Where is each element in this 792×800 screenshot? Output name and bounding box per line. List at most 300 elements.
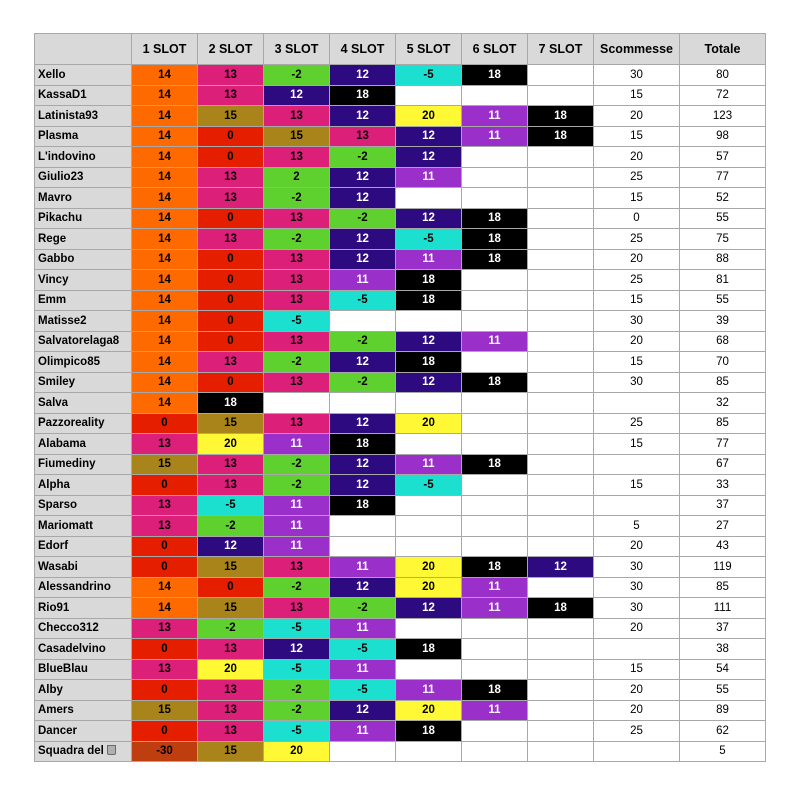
table-row [35,680,766,701]
slot-2-score: -2 [198,618,264,639]
table-row [35,434,766,455]
header-scommesse: Scommesse [594,34,680,65]
slot-1-score: 14 [132,65,198,86]
slot-4-score: 11 [330,618,396,639]
player-name-text: Sparso [38,499,77,512]
slot-7-empty [528,680,594,701]
slot-4-empty [330,311,396,332]
player-name-text: Salvatorelaga8 [38,335,120,348]
header-slot-7: 7 SLOT [528,34,594,65]
scommesse-value: 20 [594,618,680,639]
table-body [35,65,766,762]
player-name [35,208,132,229]
slot-5-score: 12 [396,208,462,229]
slot-7-empty [528,516,594,537]
slot-7-empty [528,85,594,106]
slot-6-empty [462,147,528,168]
player-name [35,516,132,537]
player-name [35,495,132,516]
totale-value: 55 [680,680,766,701]
player-name-text: Amers [38,704,74,717]
totale-value: 85 [680,372,766,393]
table-row [35,147,766,168]
slot-1-score: 14 [132,167,198,188]
slot-2-score: 20 [198,659,264,680]
table-row [35,290,766,311]
slot-3-score: 2 [264,167,330,188]
table-row [35,106,766,127]
slot-7-empty [528,393,594,414]
totale-value: 37 [680,618,766,639]
scommesse-value: 20 [594,147,680,168]
slot-1-score: 13 [132,434,198,455]
totale-value: 39 [680,311,766,332]
slot-1-score: 15 [132,454,198,475]
slot-5-score: 11 [396,249,462,270]
slot-2-score: 13 [198,475,264,496]
slot-7-empty [528,249,594,270]
scommesse-value: 30 [594,311,680,332]
scommesse-value: 30 [594,557,680,578]
slot-4-score: 18 [330,434,396,455]
table-row [35,65,766,86]
slot-1-score: 13 [132,659,198,680]
table-row [35,741,766,762]
slot-7-empty [528,372,594,393]
player-name-text: Smiley [38,376,76,389]
slot-1-score: 0 [132,639,198,660]
slot-5-empty [396,434,462,455]
table-row [35,208,766,229]
scommesse-value [594,393,680,414]
player-name-text: Vincy [38,273,69,286]
slot-7-score: 18 [528,106,594,127]
player-name [35,741,132,762]
totale-value: 33 [680,475,766,496]
totale-value: 55 [680,208,766,229]
slot-7-empty [528,639,594,660]
slot-2-score: 0 [198,290,264,311]
player-name-text: Giulio23 [38,171,84,184]
player-name-text: Mariomatt [38,519,93,532]
slot-3-score: 13 [264,208,330,229]
totale-value: 85 [680,413,766,434]
slot-1-score: 14 [132,352,198,373]
player-name [35,372,132,393]
slot-1-score: 14 [132,331,198,352]
slot-3-score: 13 [264,147,330,168]
player-name [35,618,132,639]
slot-7-empty [528,229,594,250]
player-name [35,229,132,250]
player-name-text: Rege [38,232,67,245]
slot-5-score: 18 [396,639,462,660]
slot-2-score: 13 [198,680,264,701]
slot-4-score: -2 [330,372,396,393]
slot-4-empty [330,516,396,537]
table-row [35,331,766,352]
scommesse-value: 30 [594,65,680,86]
slot-3-score: 11 [264,434,330,455]
scommesse-value: 30 [594,598,680,619]
player-name-text: Casadelvino [38,642,106,655]
scommesse-value: 25 [594,413,680,434]
table-row [35,249,766,270]
totale-value: 38 [680,639,766,660]
slot-5-score: 20 [396,557,462,578]
slot-1-score: 14 [132,147,198,168]
player-name-text: Squadra del [38,745,104,758]
totale-value: 89 [680,700,766,721]
player-name [35,536,132,557]
slot-5-score: 20 [396,577,462,598]
scommesse-value: 0 [594,208,680,229]
player-name-text: Fiumediny [38,458,96,471]
slot-5-empty [396,85,462,106]
slot-3-score: -2 [264,65,330,86]
slot-4-score: 11 [330,557,396,578]
table-row [35,618,766,639]
slot-6-empty [462,393,528,414]
header-name [35,34,132,65]
scommesse-value: 25 [594,167,680,188]
scommesse-value: 15 [594,659,680,680]
totale-value: 32 [680,393,766,414]
slot-1-score: 0 [132,557,198,578]
slot-7-empty [528,721,594,742]
slot-4-score: 11 [330,659,396,680]
slot-1-score: 14 [132,85,198,106]
player-name [35,65,132,86]
player-name-text: L'indovino [38,150,96,163]
slot-4-score: 12 [330,352,396,373]
slot-3-score: 12 [264,639,330,660]
player-name-text: Dancer [38,724,77,737]
table-row [35,721,766,742]
slot-2-score: 15 [198,557,264,578]
player-name [35,126,132,147]
totale-value: 119 [680,557,766,578]
slot-7-empty [528,618,594,639]
slot-4-score: -2 [330,208,396,229]
slot-5-empty [396,741,462,762]
player-name-text: Wasabi [38,560,78,573]
slot-4-score: -5 [330,290,396,311]
slot-3-score: -5 [264,311,330,332]
slot-6-score: 11 [462,331,528,352]
slot-2-score: 13 [198,721,264,742]
slot-1-score: 14 [132,126,198,147]
slot-7-empty [528,475,594,496]
totale-value: 98 [680,126,766,147]
table-row [35,495,766,516]
player-name-text: Olimpico85 [38,355,100,368]
slot-6-empty [462,188,528,209]
totale-value: 72 [680,85,766,106]
scommesse-value [594,639,680,660]
slot-6-score: 18 [462,229,528,250]
player-name-text: Gabbo [38,253,75,266]
slot-3-score: -2 [264,352,330,373]
slot-7-empty [528,167,594,188]
header-slot-6: 6 SLOT [462,34,528,65]
slot-2-score: 15 [198,413,264,434]
scommesse-value: 25 [594,270,680,291]
player-name [35,167,132,188]
scommesse-value: 20 [594,700,680,721]
slot-4-score: 11 [330,270,396,291]
scommesse-value: 15 [594,475,680,496]
table-row [35,598,766,619]
slot-7-empty [528,331,594,352]
slot-1-score: 0 [132,475,198,496]
slot-6-empty [462,311,528,332]
player-name-text: Checco312 [38,622,99,635]
totale-value: 62 [680,721,766,742]
slot-3-score: 13 [264,598,330,619]
slot-2-score: 0 [198,331,264,352]
scommesse-value: 25 [594,721,680,742]
slot-6-empty [462,475,528,496]
totale-value: 77 [680,434,766,455]
scommesse-value: 15 [594,434,680,455]
player-name [35,454,132,475]
header-slot-3: 3 SLOT [264,34,330,65]
table-row [35,352,766,373]
scommesse-value: 20 [594,536,680,557]
slot-7-empty [528,147,594,168]
slot-5-score: 18 [396,721,462,742]
player-name [35,557,132,578]
totale-value: 75 [680,229,766,250]
slot-4-empty [330,741,396,762]
slot-2-score: -2 [198,516,264,537]
player-name [35,85,132,106]
table-row [35,557,766,578]
slot-2-score: 13 [198,454,264,475]
slot-5-score: 12 [396,598,462,619]
slot-7-empty [528,413,594,434]
player-name-text: KassaD1 [38,89,87,102]
slot-6-empty [462,536,528,557]
slot-7-empty [528,65,594,86]
slot-6-empty [462,659,528,680]
slot-2-score: 18 [198,393,264,414]
slot-4-score: 12 [330,188,396,209]
slot-3-score: 13 [264,331,330,352]
slot-2-score: 0 [198,270,264,291]
slot-2-score: 0 [198,372,264,393]
player-name-text: Alpha [38,478,70,491]
slot-4-score: 12 [330,167,396,188]
table-row [35,229,766,250]
table-row [35,639,766,660]
slot-3-score: -2 [264,454,330,475]
player-name [35,413,132,434]
slot-4-score: -2 [330,331,396,352]
slot-7-score: 18 [528,598,594,619]
slot-1-score: 14 [132,208,198,229]
slot-2-score: 13 [198,352,264,373]
slot-6-score: 18 [462,557,528,578]
player-name [35,680,132,701]
scommesse-value: 20 [594,680,680,701]
table-row [35,393,766,414]
slot-2-score: -5 [198,495,264,516]
slot-6-score: 11 [462,700,528,721]
player-name [35,270,132,291]
table-row [35,659,766,680]
table-row [35,126,766,147]
slot-3-score: 13 [264,372,330,393]
player-name-text: Plasma [38,130,79,143]
slot-3-score: 15 [264,126,330,147]
slot-2-score: 13 [198,167,264,188]
player-name [35,598,132,619]
slot-4-score: 12 [330,65,396,86]
slot-3-score: 13 [264,270,330,291]
slot-1-score: 14 [132,372,198,393]
slot-4-score: 12 [330,700,396,721]
slot-2-score: 12 [198,536,264,557]
table-row [35,188,766,209]
totale-value: 81 [680,270,766,291]
slot-6-empty [462,413,528,434]
slot-5-score: 11 [396,454,462,475]
slot-2-score: 13 [198,188,264,209]
slot-5-score: 18 [396,270,462,291]
player-name-text: Emm [38,294,67,307]
table-row [35,700,766,721]
scommesse-value: 20 [594,249,680,270]
slot-3-score: 13 [264,413,330,434]
slot-1-score: 14 [132,249,198,270]
slot-3-empty [264,393,330,414]
header-slot-1: 1 SLOT [132,34,198,65]
slot-6-score: 11 [462,126,528,147]
slot-3-score: 13 [264,557,330,578]
slot-6-score: 18 [462,372,528,393]
slot-3-score: 13 [264,249,330,270]
slot-2-score: 13 [198,229,264,250]
scommesse-value: 15 [594,188,680,209]
totale-value: 37 [680,495,766,516]
slot-1-score: -30 [132,741,198,762]
slot-2-score: 20 [198,434,264,455]
totale-value: 5 [680,741,766,762]
player-name-text: BlueBlau [38,663,88,676]
slot-5-score: 20 [396,700,462,721]
player-name-text: Edorf [38,540,69,553]
slot-3-score: -5 [264,659,330,680]
slot-6-score: 18 [462,208,528,229]
slot-5-score: 12 [396,331,462,352]
slot-4-score: 12 [330,577,396,598]
player-name-text: Latinista93 [38,109,99,122]
slot-6-empty [462,618,528,639]
slot-2-score: 0 [198,577,264,598]
table-row [35,372,766,393]
slot-2-score: 0 [198,126,264,147]
slot-1-score: 0 [132,536,198,557]
slot-7-score: 12 [528,557,594,578]
slot-4-score: 12 [330,106,396,127]
scommesse-value [594,741,680,762]
totale-value: 55 [680,290,766,311]
player-name-text: Xello [38,68,66,81]
slot-3-score: -5 [264,721,330,742]
table-row [35,270,766,291]
player-name [35,475,132,496]
slot-4-score: 12 [330,454,396,475]
slot-6-empty [462,290,528,311]
slot-4-score: -5 [330,639,396,660]
slot-5-score: -5 [396,65,462,86]
totale-value: 57 [680,147,766,168]
slot-7-empty [528,577,594,598]
slot-7-empty [528,434,594,455]
player-name [35,147,132,168]
slot-5-score: 18 [396,290,462,311]
slot-2-score: 13 [198,65,264,86]
header-row [35,34,766,65]
slot-4-score: 11 [330,721,396,742]
slot-2-score: 0 [198,311,264,332]
header-slot-5: 5 SLOT [396,34,462,65]
scommesse-value: 15 [594,85,680,106]
slot-7-empty [528,270,594,291]
slot-1-score: 14 [132,106,198,127]
player-name [35,188,132,209]
scommesse-value: 15 [594,290,680,311]
slot-3-score: 13 [264,290,330,311]
totale-value: 80 [680,65,766,86]
slot-6-empty [462,516,528,537]
slot-2-score: 0 [198,208,264,229]
slot-6-score: 18 [462,249,528,270]
slot-3-score: -2 [264,700,330,721]
table-row [35,516,766,537]
player-name [35,290,132,311]
table-row [35,536,766,557]
scommesse-value: 20 [594,331,680,352]
slot-5-score: 18 [396,352,462,373]
player-name-text: Rio91 [38,601,70,614]
slot-1-score: 0 [132,413,198,434]
slot-6-empty [462,741,528,762]
slot-6-score: 18 [462,65,528,86]
standings-table [34,33,766,762]
scommesse-value: 30 [594,577,680,598]
slot-5-score: 11 [396,680,462,701]
slot-6-score: 11 [462,577,528,598]
slot-6-score: 11 [462,106,528,127]
slot-3-score: 12 [264,85,330,106]
totale-value: 85 [680,577,766,598]
slot-1-score: 14 [132,229,198,250]
player-name [35,311,132,332]
table-row [35,454,766,475]
slot-7-empty [528,495,594,516]
slot-1-score: 14 [132,270,198,291]
slot-6-empty [462,270,528,291]
slot-2-score: 15 [198,598,264,619]
slot-6-score: 18 [462,454,528,475]
slot-4-score: 12 [330,229,396,250]
slot-4-score: -2 [330,598,396,619]
totale-value: 88 [680,249,766,270]
player-name [35,352,132,373]
